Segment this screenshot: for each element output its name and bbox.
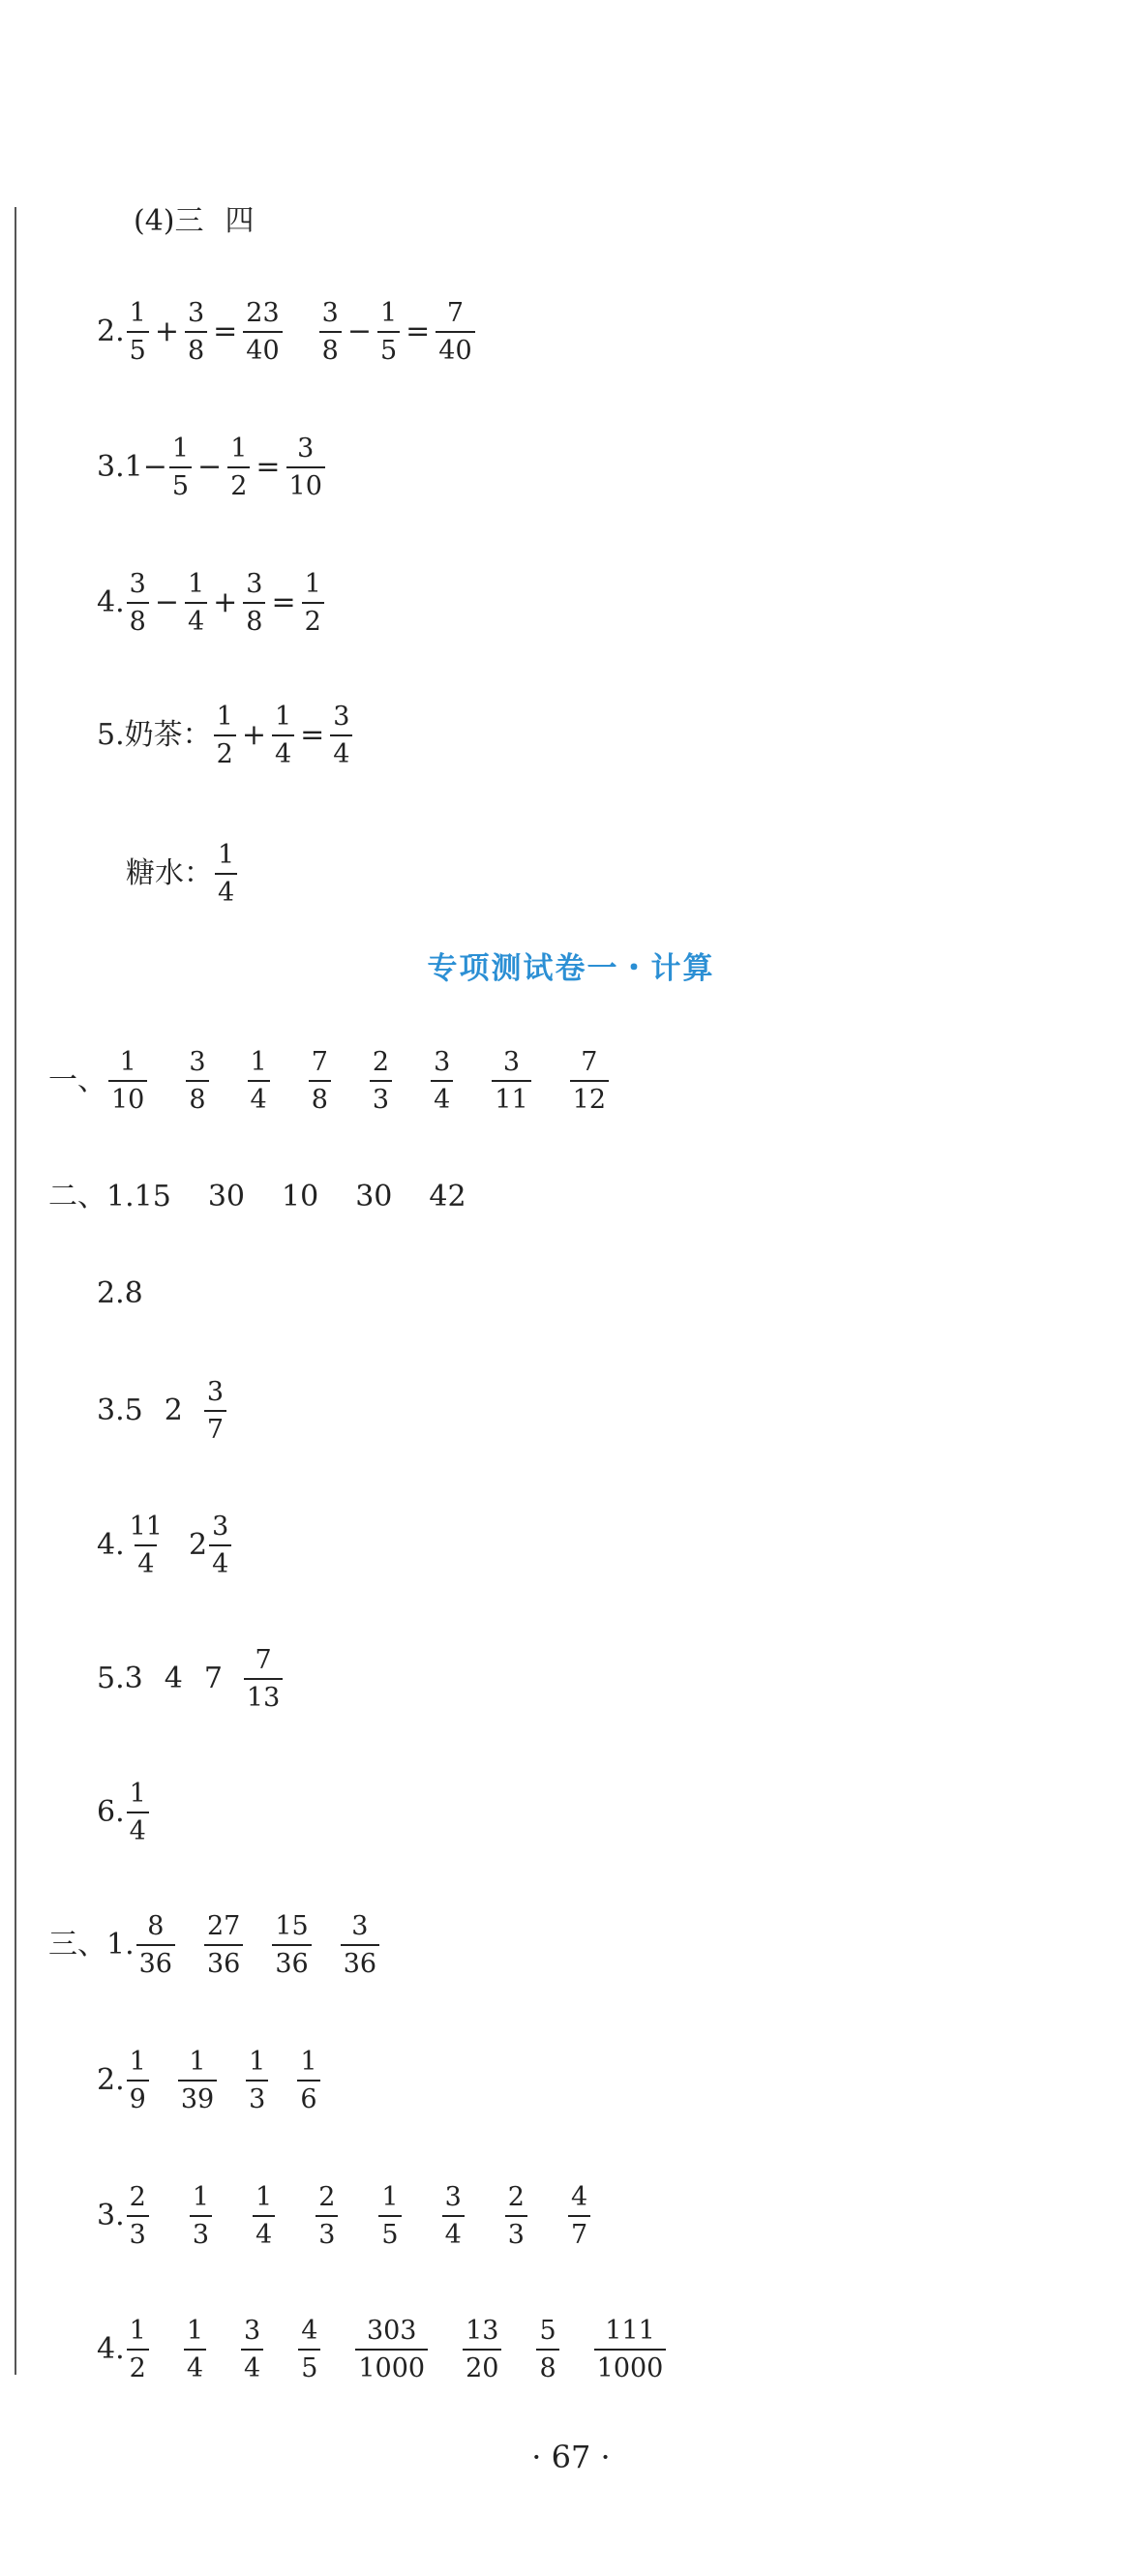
operator: +	[154, 315, 179, 349]
value: 30	[207, 1180, 245, 1213]
denominator: 7	[568, 2215, 590, 2250]
value: 4	[164, 1662, 183, 1696]
fraction	[341, 1911, 379, 1979]
denominator: 10	[108, 1080, 147, 1115]
denominator: 4	[253, 2215, 275, 2250]
denominator: 3	[127, 2215, 149, 2250]
numerator: 1	[249, 2047, 266, 2077]
fraction	[253, 2182, 275, 2250]
fraction	[185, 569, 207, 637]
part3-row-2	[97, 2047, 322, 2114]
section-title-text: 专项测试卷一・计算	[427, 951, 715, 986]
value: 8	[124, 1276, 143, 1310]
fraction	[297, 2047, 319, 2114]
fraction	[536, 2316, 558, 2383]
operator: +	[241, 718, 266, 753]
section-title	[0, 944, 1142, 987]
fraction	[215, 840, 237, 908]
fraction	[243, 569, 265, 637]
part3-row-3	[97, 2182, 592, 2250]
denominator: 8	[309, 1080, 331, 1115]
fraction	[568, 2182, 590, 2250]
denominator: 5	[377, 331, 400, 366]
fraction	[241, 2316, 263, 2383]
numerator: 3	[244, 2316, 261, 2346]
denominator: 4	[135, 1544, 157, 1579]
denominator: 40	[243, 331, 282, 366]
fraction	[316, 2182, 338, 2250]
numerator: 3	[206, 1377, 224, 1407]
denominator: 8	[536, 2349, 558, 2383]
item-number: 1.	[106, 1928, 135, 1962]
answer-label: 糖水：	[126, 856, 213, 891]
denominator: 4	[215, 873, 237, 908]
operator: =	[406, 315, 431, 349]
numerator: 1	[304, 569, 321, 599]
operator: =	[271, 585, 296, 620]
fraction	[377, 298, 400, 366]
fraction	[204, 1377, 226, 1445]
item-number: 6.	[97, 1795, 125, 1830]
fraction	[378, 2182, 401, 2250]
item-number: 3.	[97, 1393, 125, 1428]
value: 10	[282, 1180, 319, 1213]
fraction-list	[125, 2182, 593, 2250]
numerator: 2	[318, 2182, 336, 2212]
fraction	[214, 702, 236, 769]
numerator: 3	[212, 1512, 229, 1542]
numerator: 3	[189, 1047, 206, 1077]
numerator: 3	[444, 2182, 462, 2212]
denominator: 8	[243, 602, 265, 637]
numerator: 3	[246, 569, 263, 599]
numerator: 7	[255, 1645, 272, 1675]
fraction	[594, 2316, 667, 2383]
item-number: 4.	[97, 585, 125, 620]
denominator: 36	[272, 1944, 311, 1979]
numerator: 11	[129, 1512, 163, 1542]
numerator: 1	[187, 569, 205, 599]
answer-row-5	[97, 702, 354, 769]
fraction	[248, 1047, 270, 1115]
part2-row-1	[48, 1180, 466, 1213]
item-number: 2.	[97, 2063, 125, 2098]
expression-lead: 1−	[124, 450, 167, 485]
fraction-list	[106, 1047, 611, 1115]
fraction	[136, 1911, 175, 1979]
denominator: 1000	[355, 2349, 428, 2383]
fraction	[108, 1047, 147, 1115]
page-number: · 67 ·	[531, 2439, 611, 2475]
denominator: 39	[178, 2080, 217, 2114]
numerator: 1	[129, 2047, 146, 2077]
numerator: 3	[321, 298, 339, 328]
fraction	[330, 702, 352, 769]
denominator: 36	[341, 1944, 379, 1979]
numerator: 15	[275, 1911, 309, 1941]
fraction-list	[125, 2316, 669, 2383]
operator: =	[255, 450, 281, 485]
part2-row-6	[97, 1779, 151, 1846]
denominator: 1000	[594, 2349, 667, 2383]
denominator: 3	[370, 1080, 392, 1115]
numerator: 7	[446, 298, 465, 328]
answer-row-2	[97, 298, 477, 366]
answer-4-sub	[134, 204, 255, 238]
value: 7	[203, 1662, 223, 1696]
numerator: 3	[129, 569, 146, 599]
denominator: 5	[169, 466, 192, 501]
fraction	[127, 1779, 149, 1846]
fraction	[286, 434, 325, 501]
denominator: 4	[330, 734, 352, 769]
numerator: 1	[129, 2316, 146, 2346]
fraction	[127, 2316, 149, 2383]
numerator: 2	[507, 2182, 525, 2212]
denominator: 2	[214, 734, 236, 769]
numerator: 7	[581, 1047, 598, 1077]
item-number: 4.	[97, 1528, 125, 1563]
denominator: 4	[431, 1080, 453, 1115]
operator: −	[346, 315, 372, 349]
denominator: 4	[241, 2349, 263, 2383]
numerator: 1	[216, 702, 233, 732]
part2-row-2	[97, 1276, 143, 1310]
denominator: 4	[248, 1080, 270, 1115]
part3-row-4	[97, 2316, 668, 2383]
numerator: 3	[333, 702, 350, 732]
denominator: 7	[204, 1410, 226, 1445]
denominator: 8	[186, 1080, 208, 1115]
fraction	[442, 2182, 465, 2250]
value: 30	[355, 1180, 393, 1213]
fraction	[272, 702, 294, 769]
fraction	[570, 1047, 609, 1115]
fraction	[190, 2182, 212, 2250]
denominator: 36	[204, 1944, 243, 1979]
answer-value: 四	[225, 204, 255, 238]
fraction	[302, 569, 324, 637]
part3-row-1	[48, 1911, 381, 1979]
answer-row-4	[97, 569, 326, 637]
numerator: 3	[187, 298, 205, 328]
fraction	[463, 2316, 501, 2383]
denominator: 8	[319, 331, 342, 366]
denominator: 3	[505, 2215, 527, 2250]
numerator: 1	[230, 434, 248, 464]
denominator: 3	[316, 2215, 338, 2250]
fraction	[169, 434, 192, 501]
denominator: 13	[244, 1678, 283, 1713]
numerator: 1	[189, 2047, 206, 2077]
fraction-list	[125, 2047, 322, 2114]
part-label: 一、	[48, 1063, 106, 1098]
part2-row-3	[97, 1377, 228, 1445]
numerator: 111	[605, 2316, 655, 2346]
numerator: 1	[379, 298, 398, 328]
numerator: 2	[372, 1047, 390, 1077]
fraction	[492, 1047, 530, 1115]
value: 5	[124, 1393, 143, 1428]
part2-row-5	[97, 1645, 285, 1713]
value: 2	[164, 1393, 183, 1428]
answer-label: 奶茶：	[124, 718, 212, 753]
numerator: 13	[466, 2316, 499, 2346]
answer-label: (4)三	[134, 204, 204, 238]
operator: +	[213, 585, 238, 620]
denominator: 4	[185, 602, 207, 637]
denominator: 2	[227, 466, 250, 501]
numerator: 1	[119, 1047, 136, 1077]
denominator: 8	[185, 331, 207, 366]
numerator: 4	[570, 2182, 588, 2212]
fraction	[127, 1512, 165, 1579]
numerator: 5	[539, 2316, 556, 2346]
denominator: 11	[492, 1080, 530, 1115]
operator: =	[213, 315, 238, 349]
denominator: 20	[463, 2349, 501, 2383]
fraction	[436, 298, 474, 366]
fraction	[127, 569, 149, 637]
fraction	[272, 1911, 311, 1979]
fraction	[227, 434, 250, 501]
fraction	[243, 298, 282, 366]
fraction	[505, 2182, 527, 2250]
denominator: 3	[246, 2080, 268, 2114]
denominator: 4	[127, 1812, 149, 1846]
numerator: 1	[274, 702, 292, 732]
item-number: 2.	[97, 315, 125, 349]
numerator: 4	[301, 2316, 318, 2346]
denominator: 10	[286, 466, 325, 501]
part1-row	[48, 1047, 611, 1115]
numerator: 3	[502, 1047, 521, 1077]
fraction	[355, 2316, 428, 2383]
fraction	[246, 2047, 268, 2114]
value: 42	[429, 1180, 466, 1213]
numerator: 1	[255, 2182, 273, 2212]
fraction	[431, 1047, 453, 1115]
denominator: 2	[302, 602, 324, 637]
item-number: 5.	[97, 1662, 125, 1696]
denominator: 8	[127, 602, 149, 637]
denominator: 5	[127, 331, 149, 366]
denominator: 4	[272, 734, 294, 769]
numerator: 3	[434, 1047, 451, 1077]
fraction	[127, 2182, 149, 2250]
fraction	[184, 2316, 206, 2383]
numerator: 303	[366, 2316, 417, 2346]
item-number: 3.	[97, 2199, 125, 2233]
fraction	[209, 1512, 231, 1579]
denominator: 5	[378, 2215, 401, 2250]
fraction	[127, 2047, 149, 2114]
denominator: 40	[436, 331, 474, 366]
denominator: 2	[127, 2349, 149, 2383]
numerator: 3	[351, 1911, 369, 1941]
left-margin-rule	[15, 207, 16, 2375]
item-number: 5.	[97, 718, 125, 753]
operator: −	[154, 585, 179, 620]
fraction	[298, 2316, 320, 2383]
denominator: 6	[297, 2080, 319, 2114]
denominator: 5	[298, 2349, 320, 2383]
denominator: 4	[209, 1544, 231, 1579]
fraction	[185, 298, 207, 366]
numerator: 1	[129, 298, 146, 328]
part2-row-4	[97, 1512, 233, 1579]
value-list	[134, 1180, 466, 1213]
denominator: 4	[184, 2349, 206, 2383]
operator: −	[197, 450, 223, 485]
mixed-whole: 2	[188, 1528, 208, 1563]
fraction	[309, 1047, 331, 1115]
numerator: 1	[381, 2182, 399, 2212]
fraction-list	[135, 1911, 381, 1979]
numerator: 3	[297, 434, 315, 464]
answer-row-3	[97, 434, 327, 501]
value: 15	[134, 1180, 171, 1213]
numerator: 1	[250, 1047, 267, 1077]
item-number: 1.	[106, 1180, 135, 1213]
answer-row-5b	[126, 840, 239, 908]
denominator: 4	[442, 2215, 465, 2250]
numerator: 1	[192, 2182, 209, 2212]
denominator: 9	[127, 2080, 149, 2114]
part-label: 三、	[48, 1928, 106, 1962]
numerator: 1	[218, 840, 235, 870]
denominator: 36	[136, 1944, 175, 1979]
fraction	[186, 1047, 208, 1115]
numerator: 1	[171, 434, 190, 464]
denominator: 12	[570, 1080, 609, 1115]
numerator: 23	[246, 298, 280, 328]
fraction	[204, 1911, 243, 1979]
part-label: 二、	[48, 1180, 106, 1213]
operator: =	[300, 718, 325, 753]
fraction	[178, 2047, 217, 2114]
numerator: 8	[147, 1911, 165, 1941]
numerator: 2	[129, 2182, 146, 2212]
denominator: 3	[190, 2215, 212, 2250]
item-number: 3.	[97, 450, 125, 485]
numerator: 27	[206, 1911, 241, 1941]
fraction	[244, 1645, 283, 1713]
numerator: 7	[311, 1047, 328, 1077]
numerator: 1	[300, 2047, 317, 2077]
item-number: 2.	[97, 1276, 125, 1310]
numerator: 1	[186, 2316, 203, 2346]
fraction	[127, 298, 149, 366]
numerator: 1	[129, 1779, 146, 1809]
fraction	[319, 298, 342, 366]
fraction	[370, 1047, 392, 1115]
item-number: 4.	[97, 2332, 125, 2367]
value: 3	[124, 1662, 143, 1696]
